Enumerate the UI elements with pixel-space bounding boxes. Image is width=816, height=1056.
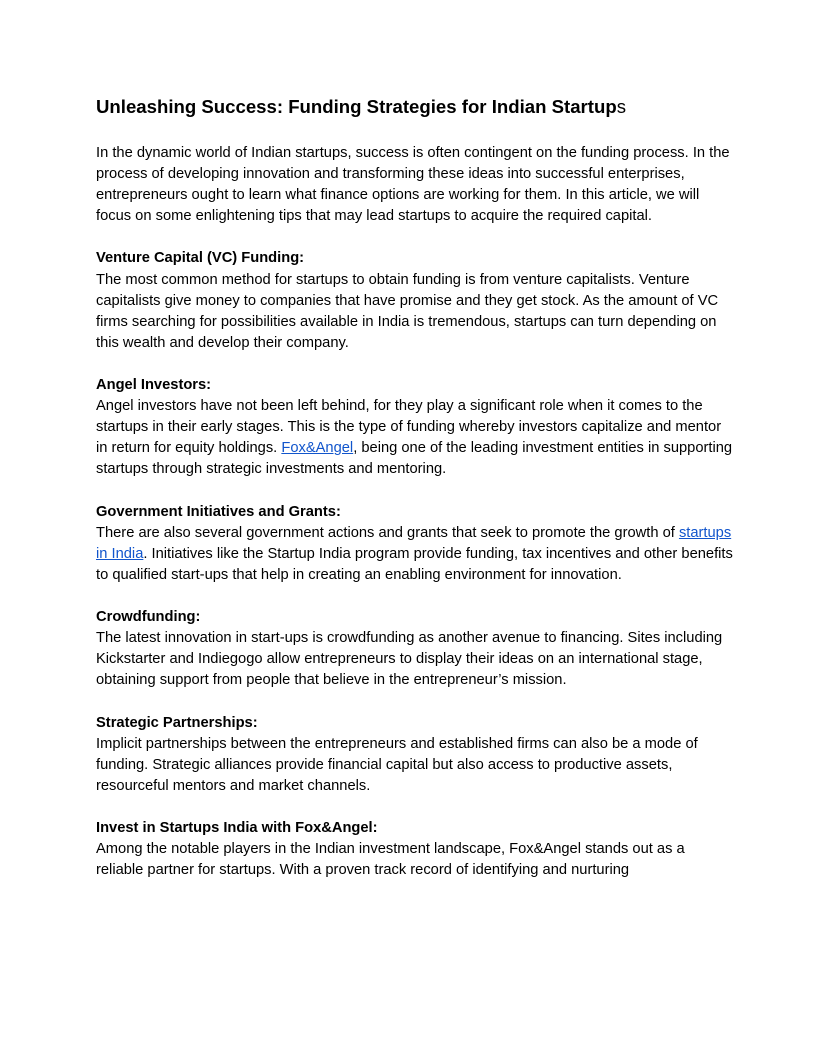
- section-government: [96, 502, 736, 586]
- section-body: [96, 396, 736, 480]
- section-body: Implicit partnerships between the entrepreneurs and established firms can also be a mode of funding. Strategic alliances provide financial capital but also access to productive assets, resourceful mentors and market channels.: [96, 735, 698, 794]
- title-main: Unleashing Success: Funding Strategies for Indian Startup: [96, 96, 617, 117]
- document-title: [96, 94, 736, 120]
- section-body: [96, 523, 736, 586]
- startups-in-india-link[interactable]: startups in India: [96, 524, 732, 562]
- intro-paragraph: In the dynamic world of Indian startups, success is often contingent on the funding process. In the process of developing innovation and transforming these ideas into successful enterprises, entrepreneurs ought to learn what finance options are working for them. In this article, we will focus on some enlightening tips that may lead startups to acquire the required capital.: [96, 145, 730, 225]
- section-heading: Venture Capital (VC) Funding:: [96, 250, 305, 267]
- body-text: , being one of the leading investment entities in supporting startups through strategic investments and mentoring.: [96, 440, 733, 478]
- section-crowdfunding: [96, 607, 736, 691]
- section-angel: [96, 375, 736, 480]
- section-body: The latest innovation in start-ups is crowdfunding as another avenue to financing. Sites including Kickstarter and Indiegogo allow entrepreneurs to display their ideas on an international stage, obtaining support from people that believe in the entrepreneur’s mission.: [96, 630, 723, 689]
- fox-angel-link[interactable]: Fox&Angel: [281, 440, 354, 457]
- section-invest: [96, 818, 736, 881]
- section-body: Among the notable players in the Indian investment landscape, Fox&Angel stands out as a reliable partner for startups. With a proven track record of identifying and nurturing: [96, 841, 685, 879]
- section-heading: Government Initiatives and Grants:: [96, 503, 341, 520]
- section-heading: Invest in Startups India with Fox&Angel:: [96, 820, 378, 836]
- section-heading: Crowdfunding:: [96, 609, 201, 626]
- section-body: The most common method for startups to obtain funding is from venture capitalists. Venture capitalists give money to companies that have promise and they get stock. As the amount of VC firms searching for possibilities available in India is tremendous, startups can turn depending on this wealth and develop their company.: [96, 271, 719, 351]
- section-heading: Strategic Partnerships:: [96, 714, 258, 731]
- section-vc: [96, 248, 736, 353]
- body-text: . Initiatives like the Startup India program provide funding, tax incentives and other benefits to qualified start-ups that help in creating an enabling environment for innovation.: [96, 545, 733, 583]
- section-partnerships: [96, 713, 736, 797]
- body-text: There are also several government actions and grants that seek to promote the growth of: [96, 524, 679, 541]
- document-page: [96, 94, 736, 902]
- section-heading: Angel Investors:: [96, 377, 212, 394]
- body-text: Angel investors have not been left behind, for they play a significant role when it comes to the startups in their early stages. This is the type of funding whereby investors capitalize and mentor in return for equity holdings.: [96, 398, 722, 457]
- title-tail: s: [616, 96, 626, 117]
